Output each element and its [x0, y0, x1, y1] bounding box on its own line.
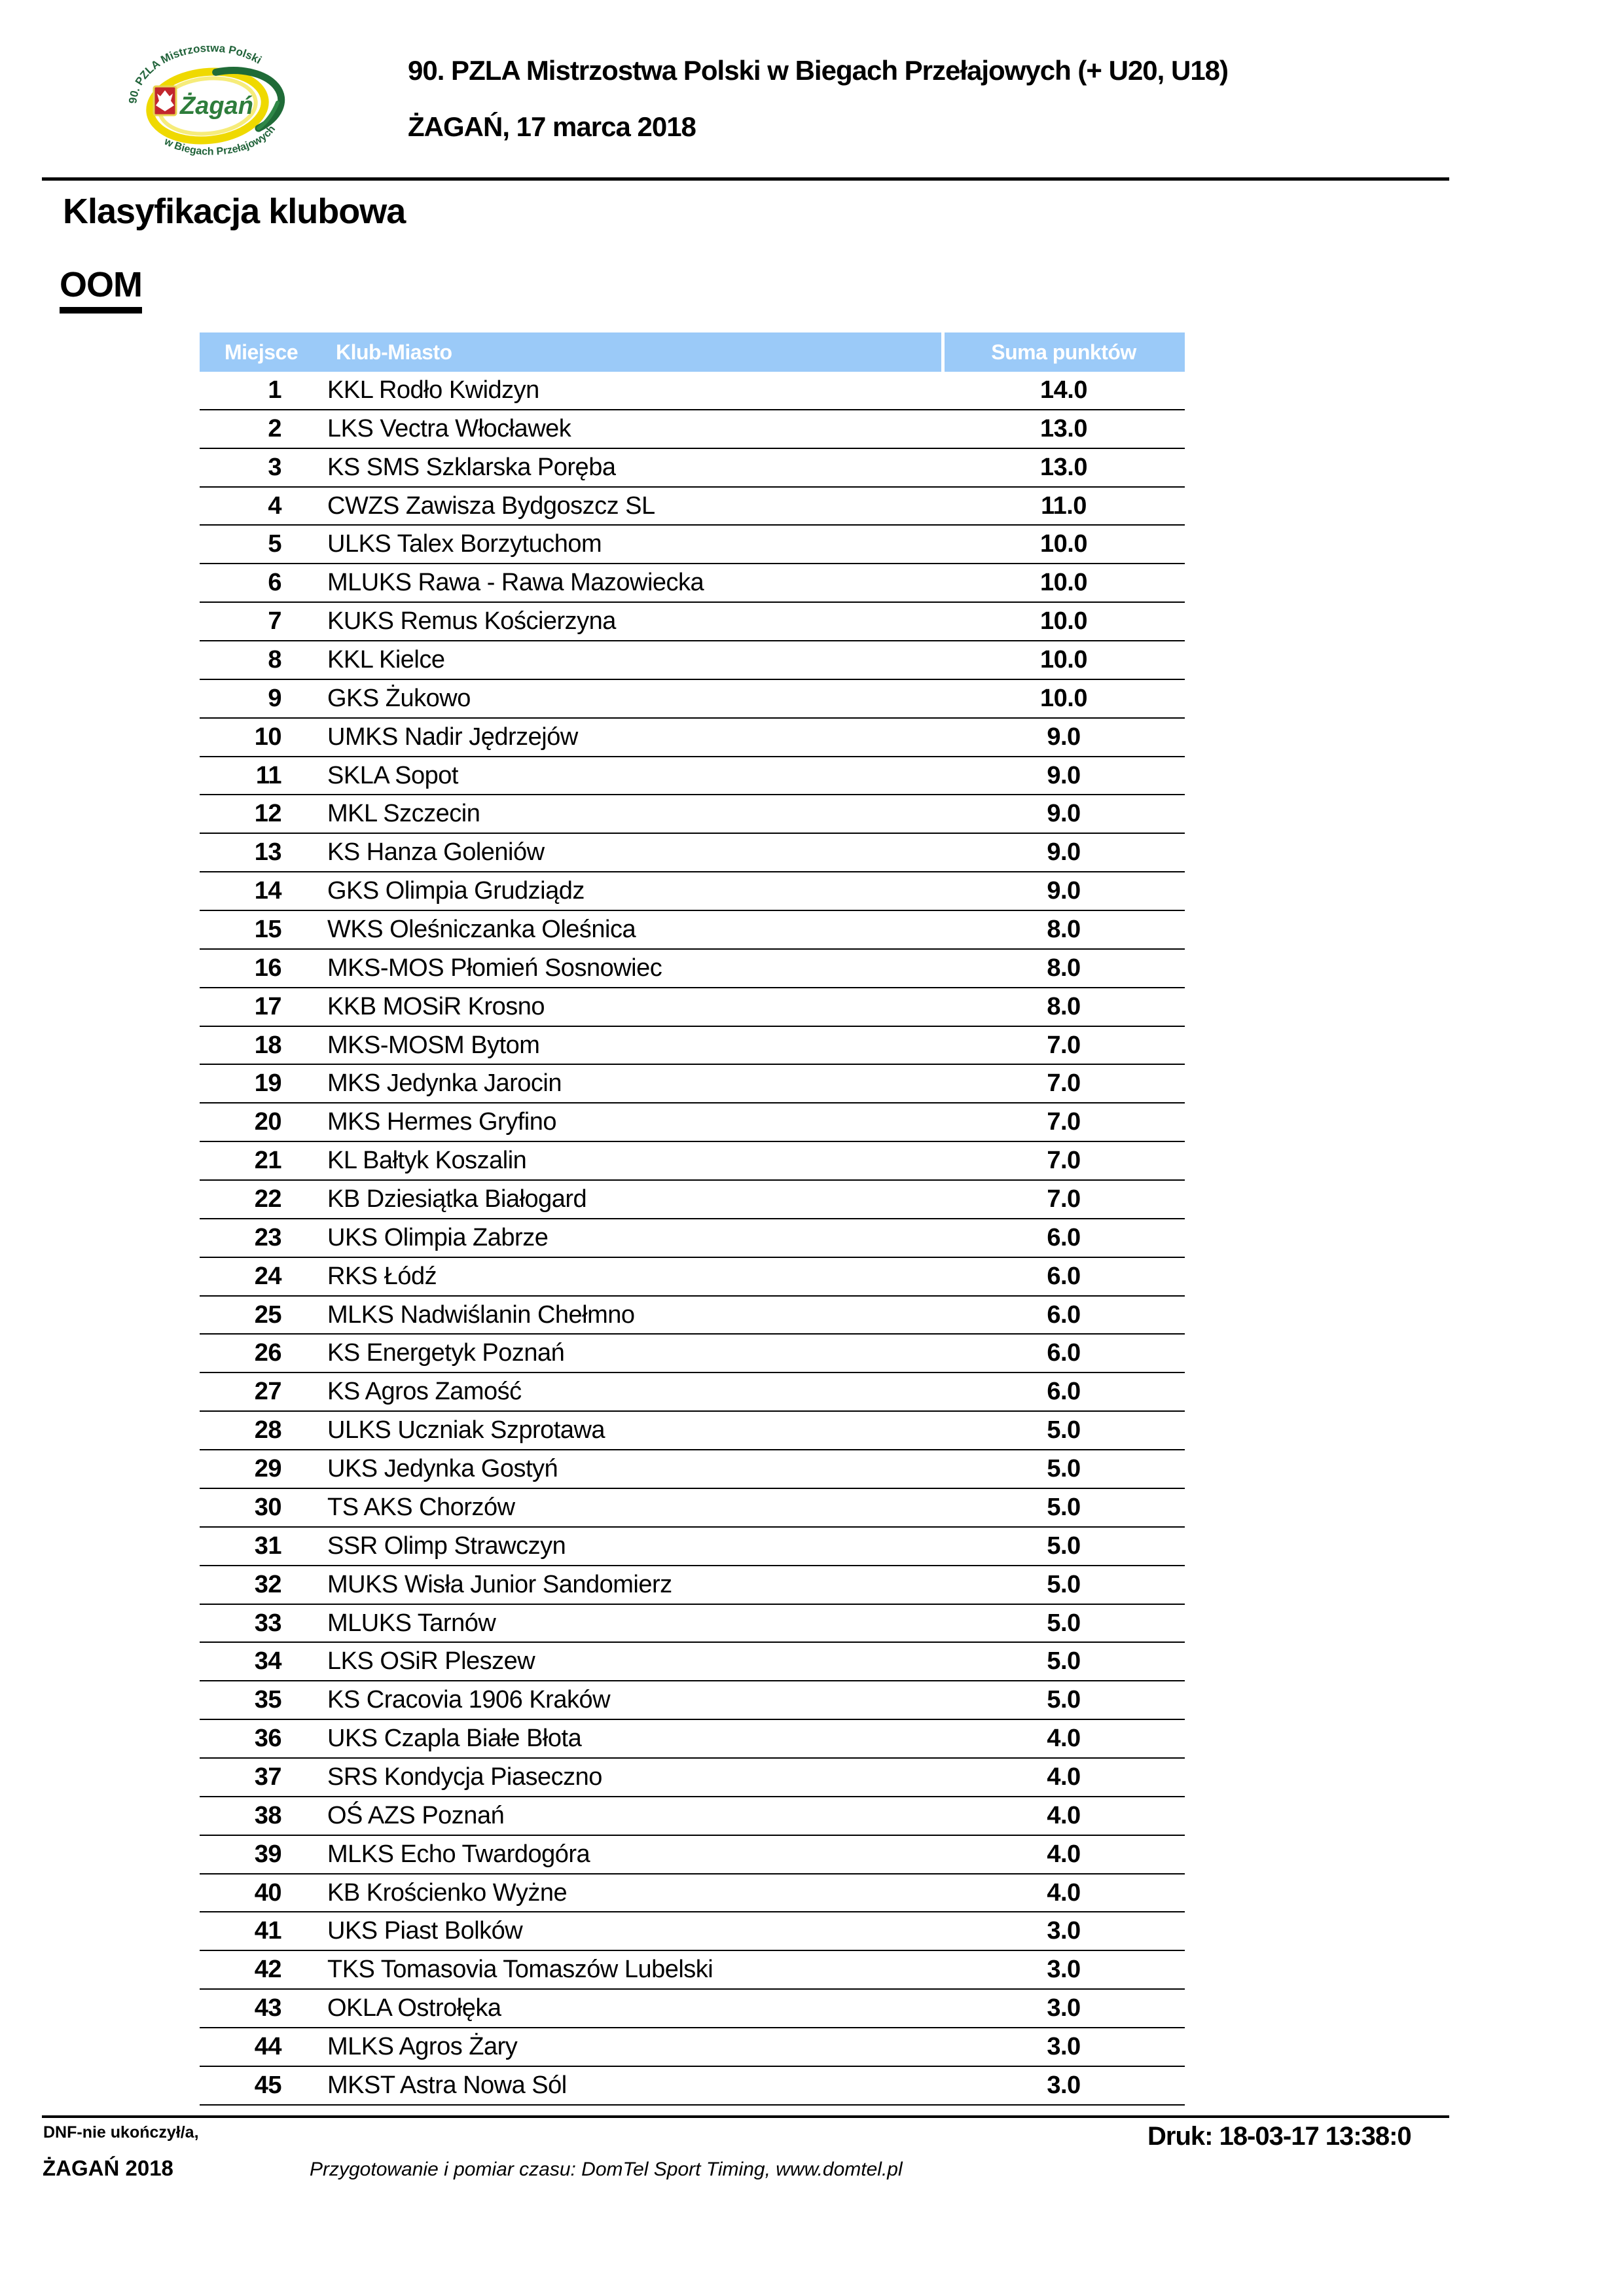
points-cell: 5.0	[1047, 1609, 1081, 1637]
club-cell: KS Energetyk Poznań	[327, 1339, 565, 1367]
place-cell: 37	[254, 1763, 281, 1791]
place-cell: 42	[254, 1956, 281, 1984]
table-row	[200, 1912, 1185, 1951]
club-cell: MUKS Wisła Junior Sandomierz	[327, 1570, 672, 1598]
table-row	[200, 1566, 1185, 1605]
points-cell: 3.0	[1047, 1917, 1081, 1945]
club-cell: KS SMS Szklarska Poręba	[327, 453, 616, 481]
place-cell: 19	[254, 1069, 281, 1098]
section-title: Klasyfikacja klubowa	[63, 192, 406, 231]
place-cell: 21	[254, 1147, 281, 1175]
points-cell: 3.0	[1047, 2032, 1081, 2060]
place-cell: 16	[254, 954, 281, 982]
place-cell: 5	[268, 530, 281, 558]
table-row	[200, 1219, 1185, 1258]
club-cell: UKS Czapla Białe Błota	[327, 1725, 582, 1753]
club-cell: SKLA Sopot	[327, 761, 458, 789]
points-cell: 4.0	[1047, 1878, 1081, 1907]
table-row	[200, 410, 1185, 449]
points-cell: 3.0	[1047, 2071, 1081, 2099]
table-row	[200, 2067, 1185, 2106]
table-header-row	[200, 332, 1185, 372]
points-cell: 10.0	[1040, 569, 1087, 597]
table-row	[200, 1412, 1185, 1450]
club-cell: OKLA Ostrołęka	[327, 1994, 501, 2022]
zagan-coat-of-arms	[154, 86, 176, 115]
points-cell: 10.0	[1040, 530, 1087, 558]
club-cell: UKS Jedynka Gostyń	[327, 1455, 558, 1483]
club-cell: KB Krościenko Wyżne	[327, 1878, 568, 1907]
points-cell: 13.0	[1040, 453, 1087, 481]
table-row	[200, 1335, 1185, 1373]
event-logo	[128, 46, 291, 156]
table-row	[200, 1489, 1185, 1528]
table-row	[200, 1450, 1185, 1489]
table-row	[200, 1027, 1185, 1066]
table-row	[200, 834, 1185, 872]
points-cell: 13.0	[1040, 414, 1087, 442]
club-cell: UMKS Nadir Jędrzejów	[327, 723, 578, 751]
table-row	[200, 988, 1185, 1027]
club-cell: LKS Vectra Włocławek	[327, 414, 571, 442]
column-header-place: Miejsce	[225, 340, 298, 364]
points-cell: 7.0	[1047, 1147, 1081, 1175]
points-cell: 10.0	[1040, 684, 1087, 712]
points-cell: 5.0	[1047, 1647, 1081, 1676]
place-cell: 14	[254, 877, 281, 905]
points-cell: 6.0	[1047, 1339, 1081, 1367]
table-row	[200, 1605, 1185, 1643]
place-cell: 30	[254, 1493, 281, 1521]
club-cell: KB Dziesiątka Białogard	[327, 1185, 587, 1213]
table-row	[200, 1990, 1185, 2028]
place-cell: 17	[254, 992, 281, 1020]
place-cell: 4	[268, 492, 281, 520]
club-cell: ULKS Talex Borzytuchom	[327, 530, 602, 558]
table-row	[200, 1797, 1185, 1836]
points-cell: 7.0	[1047, 1031, 1081, 1059]
table-row	[200, 1720, 1185, 1759]
club-cell: MKS Jedynka Jarocin	[327, 1069, 562, 1098]
place-cell: 11	[255, 761, 281, 789]
points-cell: 7.0	[1047, 1185, 1081, 1213]
place-cell: 45	[254, 2071, 281, 2099]
points-cell: 5.0	[1047, 1493, 1081, 1521]
table-row	[200, 719, 1185, 757]
column-header-club: Klub-Miasto	[336, 340, 452, 364]
place-cell: 35	[254, 1686, 281, 1714]
place-cell: 9	[268, 684, 281, 712]
table-row	[200, 1681, 1185, 1720]
table-row	[200, 1142, 1185, 1181]
header-divider-line	[42, 177, 1449, 181]
subsection-title: OOM	[60, 264, 142, 314]
points-cell: 4.0	[1047, 1763, 1081, 1791]
place-cell: 43	[254, 1994, 281, 2022]
club-cell: KKB MOSiR Krosno	[327, 992, 545, 1020]
place-cell: 25	[254, 1300, 281, 1329]
club-cell: MLKS Echo Twardogóra	[327, 1840, 590, 1868]
club-cell: GKS Olimpia Grudziądz	[327, 877, 585, 905]
event-title: 90. PZLA Mistrzostwa Polski w Biegach Przełajowych (+ U20, U18)	[408, 55, 1229, 86]
points-cell: 3.0	[1047, 1994, 1081, 2022]
place-cell: 24	[254, 1262, 281, 1290]
points-cell: 4.0	[1047, 1725, 1081, 1753]
place-cell: 40	[254, 1878, 281, 1907]
table-row	[200, 911, 1185, 950]
points-cell: 8.0	[1047, 954, 1081, 982]
place-cell: 32	[254, 1570, 281, 1598]
place-cell: 34	[254, 1647, 281, 1676]
place-cell: 15	[254, 916, 281, 944]
place-cell: 12	[254, 800, 281, 828]
place-cell: 38	[254, 1801, 281, 1829]
table-row	[200, 950, 1185, 988]
place-cell: 18	[254, 1031, 281, 1059]
place-cell: 29	[254, 1455, 281, 1483]
points-cell: 5.0	[1047, 1416, 1081, 1444]
points-cell: 10.0	[1040, 607, 1087, 636]
club-cell: KS Cracovia 1906 Kraków	[327, 1686, 611, 1714]
footer-divider-line	[42, 2115, 1449, 2118]
event-location-date: ŻAGAŃ, 17 marca 2018	[408, 111, 696, 142]
place-cell: 13	[254, 838, 281, 867]
club-cell: MKS Hermes Gryfino	[327, 1108, 556, 1136]
club-cell: KS Agros Zamość	[327, 1378, 522, 1406]
club-cell: MLUKS Tarnów	[327, 1609, 496, 1637]
club-cell: KKL Kielce	[327, 646, 445, 674]
table-row	[200, 488, 1185, 526]
points-cell: 7.0	[1047, 1069, 1081, 1098]
place-cell: 33	[254, 1609, 281, 1637]
place-cell: 39	[254, 1840, 281, 1868]
place-cell: 31	[254, 1532, 281, 1560]
club-cell: GKS Żukowo	[327, 684, 471, 712]
club-cell: ULKS Uczniak Szprotawa	[327, 1416, 605, 1444]
table-row	[200, 449, 1185, 488]
club-cell: KUKS Remus Kościerzyna	[327, 607, 616, 636]
club-cell: TKS Tomasovia Tomaszów Lubelski	[327, 1956, 713, 1984]
club-cell: KS Hanza Goleniów	[327, 838, 545, 867]
table-row	[200, 564, 1185, 603]
club-cell: SRS Kondycja Piaseczno	[327, 1763, 602, 1791]
club-cell: OŚ AZS Poznań	[327, 1801, 505, 1829]
table-row	[200, 1643, 1185, 1681]
place-cell: 27	[254, 1378, 281, 1406]
points-cell: 11.0	[1041, 492, 1087, 520]
results-table	[200, 332, 1185, 2106]
table-row	[200, 526, 1185, 564]
points-cell: 8.0	[1047, 916, 1081, 944]
points-cell: 6.0	[1047, 1378, 1081, 1406]
club-cell: TS AKS Chorzów	[327, 1493, 515, 1521]
club-cell: CWZS Zawisza Bydgoszcz SL	[327, 492, 655, 520]
logo-arc-bottom-text: w Biegach Przełajowych	[162, 123, 278, 156]
club-cell: MKS-MOSM Bytom	[327, 1031, 540, 1059]
logo-city-name: Żagań	[180, 92, 253, 120]
place-cell: 1	[268, 376, 281, 404]
table-row	[200, 680, 1185, 719]
timing-credit: Przygotowanie i pomiar czasu: DomTel Sport Timing, www.domtel.pl	[310, 2159, 903, 2180]
points-cell: 9.0	[1047, 800, 1081, 828]
points-cell: 6.0	[1047, 1300, 1081, 1329]
points-cell: 9.0	[1047, 877, 1081, 905]
table-row	[200, 1951, 1185, 1990]
place-cell: 26	[254, 1339, 281, 1367]
table-row	[200, 1373, 1185, 1412]
place-cell: 28	[254, 1416, 281, 1444]
points-cell: 8.0	[1047, 992, 1081, 1020]
table-row	[200, 795, 1185, 834]
club-cell: KL Bałtyk Koszalin	[327, 1147, 527, 1175]
table-row	[200, 1258, 1185, 1297]
points-cell: 5.0	[1047, 1532, 1081, 1560]
club-cell: MKS-MOS Płomień Sosnowiec	[327, 954, 662, 982]
points-cell: 9.0	[1047, 761, 1081, 789]
points-cell: 14.0	[1040, 376, 1087, 404]
place-cell: 3	[268, 453, 281, 481]
points-cell: 4.0	[1047, 1840, 1081, 1868]
table-row	[200, 1759, 1185, 1797]
club-cell: SSR Olimp Strawczyn	[327, 1532, 566, 1560]
print-timestamp: Druk: 18-03-17 13:38:0	[1147, 2122, 1411, 2151]
place-cell: 22	[254, 1185, 281, 1213]
table-row	[200, 872, 1185, 911]
points-cell: 9.0	[1047, 838, 1081, 867]
table-row	[200, 1103, 1185, 1142]
table-row	[200, 1297, 1185, 1335]
club-cell: LKS OSiR Pleszew	[327, 1647, 535, 1676]
club-cell: UKS Piast Bolków	[327, 1917, 523, 1945]
table-row	[200, 603, 1185, 641]
place-cell: 7	[268, 607, 281, 636]
points-cell: 6.0	[1047, 1262, 1081, 1290]
footer-event-label: ŻAGAŃ 2018	[43, 2156, 173, 2180]
event-logo-graphic	[128, 46, 291, 156]
club-cell: MLKS Nadwiślanin Chełmno	[327, 1300, 635, 1329]
table-row	[200, 372, 1185, 410]
place-cell: 44	[254, 2032, 281, 2060]
dnf-legend: DNF-nie ukończył/a,	[43, 2123, 199, 2142]
table-row	[200, 1836, 1185, 1874]
club-cell: UKS Olimpia Zabrze	[327, 1223, 549, 1251]
points-cell: 5.0	[1047, 1455, 1081, 1483]
table-row	[200, 2028, 1185, 2067]
points-cell: 5.0	[1047, 1686, 1081, 1714]
points-cell: 6.0	[1047, 1223, 1081, 1251]
table-row	[200, 1181, 1185, 1219]
table-row	[200, 1065, 1185, 1103]
place-cell: 2	[268, 414, 281, 442]
table-row	[200, 1528, 1185, 1566]
points-cell: 5.0	[1047, 1570, 1081, 1598]
club-cell: MLKS Agros Żary	[327, 2032, 518, 2060]
points-cell: 9.0	[1047, 723, 1081, 751]
results-table-body	[200, 372, 1185, 2106]
place-cell: 20	[254, 1108, 281, 1136]
table-row	[200, 641, 1185, 680]
column-header-points: Suma punktów	[991, 340, 1136, 364]
points-cell: 4.0	[1047, 1801, 1081, 1829]
club-cell: MKST Astra Nowa Sól	[327, 2071, 567, 2099]
place-cell: 6	[268, 569, 281, 597]
logo-arc-top-text: 90. PZLA Mistrzostwa Polski	[128, 46, 264, 105]
place-cell: 10	[254, 723, 281, 751]
points-cell: 10.0	[1040, 646, 1087, 674]
place-cell: 23	[254, 1223, 281, 1251]
table-row	[200, 1874, 1185, 1913]
club-cell: RKS Łódź	[327, 1262, 437, 1290]
points-cell: 3.0	[1047, 1956, 1081, 1984]
club-cell: KKL Rodło Kwidzyn	[327, 376, 539, 404]
place-cell: 8	[268, 646, 281, 674]
club-cell: MKL Szczecin	[327, 800, 480, 828]
points-cell: 7.0	[1047, 1108, 1081, 1136]
table-row	[200, 757, 1185, 796]
club-cell: WKS Oleśniczanka Oleśnica	[327, 916, 636, 944]
place-cell: 36	[254, 1725, 281, 1753]
place-cell: 41	[254, 1917, 281, 1945]
club-cell: MLUKS Rawa - Rawa Mazowiecka	[327, 569, 704, 597]
